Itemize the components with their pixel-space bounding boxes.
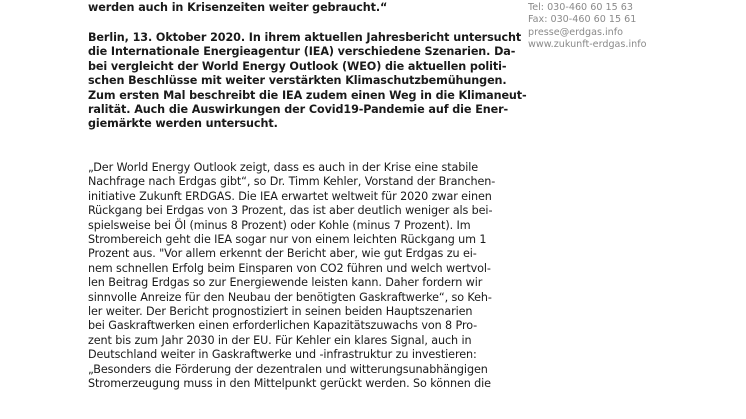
quote-tail	[88, 0, 387, 14]
body-line: „Der World Energy Outlook zeigt, dass es auch in der Krise eine stabile	[88, 161, 479, 174]
lead-line: ralität. Auch die Auswirkungen der Covid19-Pandemie auf die Ener-	[88, 103, 509, 117]
body-line: bei Gaskraftwerken einen erforderlichen Kapazitätszuwachs von 8 Pro-	[88, 319, 478, 333]
contact-tel: Tel: 030-460 60 15 63	[528, 2, 633, 13]
body-line: ler weiter. Der Bericht prognostiziert in seinen beiden Hauptszenarien	[88, 305, 473, 319]
body-line: Deutschland weiter in Gaskraftwerke und -infrastruktur zu investieren:	[88, 348, 477, 362]
body-line: „Besonders die Förderung der dezentralen und witterungsunabhängigen	[88, 362, 488, 376]
lead-line: giemärkte werden untersucht.	[88, 117, 278, 131]
body-line: len Beitrag Erdgas so zur Energiewende leisten kann. Daher fordern wir	[88, 276, 483, 290]
quote-tail-line: werden auch in Krisenzeiten weiter gebraucht.“	[88, 1, 388, 14]
body-line: sinnvolle Anreize für den Neubau der benötigten Gaskraftwerke“, so Keh-	[88, 290, 492, 304]
body-line: Stromerzeugung muss in den Mittelpunkt gerückt werden. So können die	[88, 377, 491, 391]
lead-paragraph	[88, 31, 527, 132]
contact-email-link[interactable]: presse@erdgas.info	[528, 26, 623, 38]
lead-line: Berlin, 13. Oktober 2020. In ihrem aktuellen Jahresbericht untersucht	[88, 31, 522, 44]
body-line: initiative Zukunft ERDGAS. Die IEA erwartet weltweit für 2020 zwar einen	[88, 189, 492, 203]
lead-line: Zum ersten Mal beschreibt die IEA zudem einen Weg in die Klimaneut-	[88, 88, 527, 102]
body-paragraph	[88, 161, 495, 392]
body-line: Rückgang bei Erdgas von 3 Prozent, das ist aber deutlich weniger als bei-	[88, 204, 493, 218]
body-line: Prozent aus. "Vor allem erkennt der Bericht aber, wie gut Erdgas zu ei-	[88, 247, 477, 261]
body-line: Strombereich geht die IEA sogar nur von einem leichten Rückgang um 1	[88, 233, 487, 247]
lead-line: die Internationale Energieagentur (IEA) verschiedene Szenarien. Da-	[88, 45, 516, 59]
body-line: Nachfrage nach Erdgas gibt“, so Dr. Timm Kehler, Vorstand der Branchen-	[88, 175, 496, 189]
contact-fax: Fax: 030-460 60 15 61	[528, 14, 637, 26]
body-line: nem schnellen Erfolg beim Einsparen von CO2 führen und welch wertvol-	[88, 261, 491, 275]
contact-block	[528, 2, 728, 51]
lead-line: bei vergleicht der World Energy Outlook (WEO) die aktuellen politi-	[88, 59, 507, 73]
body-line: zent bis zum Jahr 2030 in der EU. Für Kehler ein klares Signal, auch in	[88, 333, 472, 347]
contact-website-link[interactable]: www.zukunft-erdgas.info	[528, 38, 647, 50]
body-line: spielsweise bei Öl (minus 8 Prozent) oder Kohle (minus 7 Prozent). Im	[88, 218, 471, 232]
lead-line: schen Beschlüsse mit weiter verstärkten Klimaschutzbemühungen.	[88, 74, 507, 88]
